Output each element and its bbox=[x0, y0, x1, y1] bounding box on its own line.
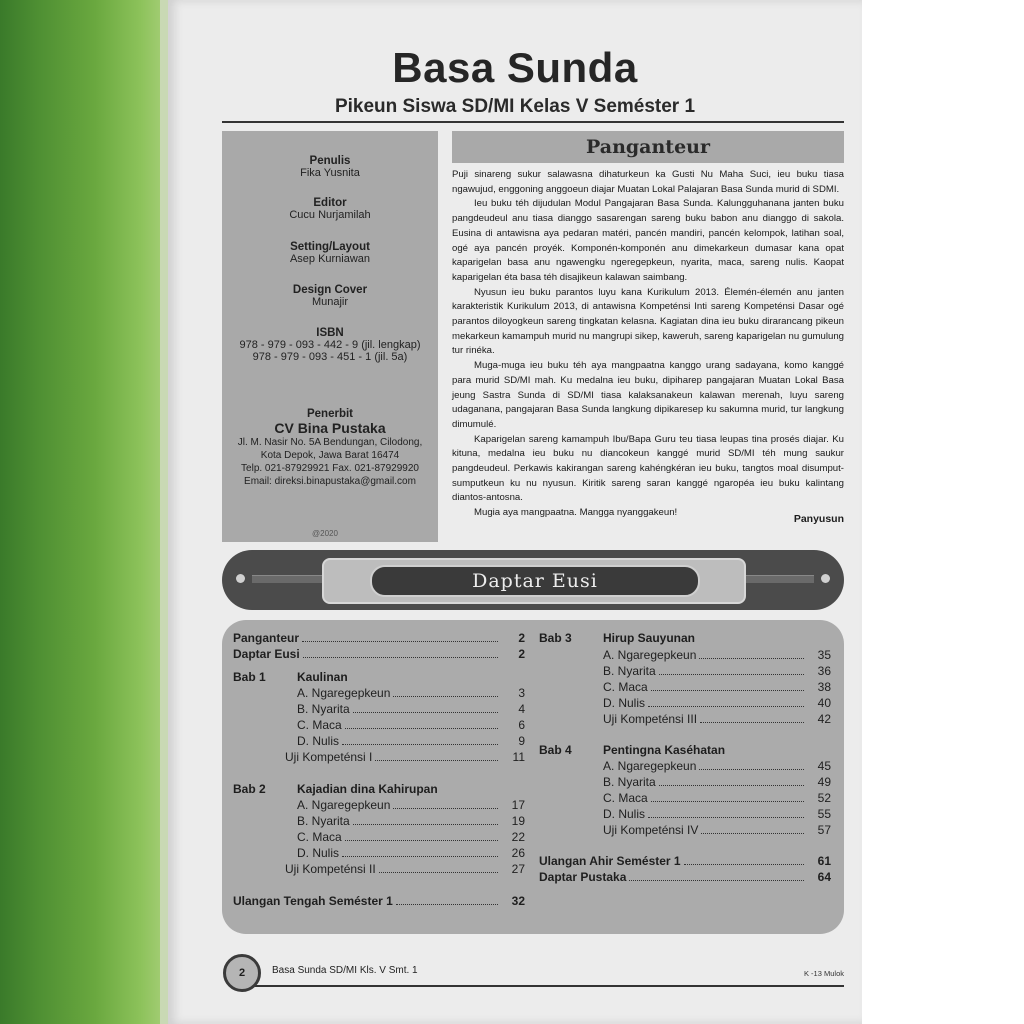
address-line-1: Jl. M. Nasir No. 5A Bendungan, Cilodong, bbox=[237, 437, 423, 448]
panganteur-body bbox=[452, 168, 844, 521]
toc-label: Daptar Eusi bbox=[233, 647, 300, 661]
toc-label: Ulangan Tengah Seméster 1 bbox=[233, 894, 393, 908]
toc-label: Uji Kompeténsi I bbox=[285, 750, 373, 764]
banner-dot-left bbox=[236, 574, 245, 583]
toc-label: Uji Kompeténsi IV bbox=[603, 823, 699, 837]
toc-label: Uji Kompeténsi II bbox=[285, 862, 376, 876]
paragraph-5: Kaparigelan sareng kamampuh Ibu/Bapa Guru teu tiasa leupas tina prosés diajar. Ku kituna, medalna ieu buku nu diancokeun kanggé murid SD/MI téh mung saukur pangdeudeul. Perkawis kakirangan sareng kahéngkéran ieu buku, tangtos moal disumput-sumputkeun ku nu nyusun. Kiritik sareng saran kanggé ngaropéa ieu buku kalintang diantos-antosna. bbox=[452, 433, 844, 504]
toc-page: 57 bbox=[817, 823, 831, 837]
toc-label: B. Nyarita bbox=[297, 814, 350, 828]
toc-entry[interactable] bbox=[297, 733, 525, 749]
toc-heading: Daptar Eusi bbox=[370, 565, 700, 597]
toc-entry[interactable] bbox=[233, 893, 525, 909]
bab-2-number: Bab 2 bbox=[233, 782, 266, 796]
email-line: Email: direksi.binapustaka@gmail.com bbox=[244, 476, 416, 487]
toc-label: B. Nyarita bbox=[297, 702, 350, 716]
background-right bbox=[862, 0, 1024, 1024]
page-number: 2 bbox=[223, 954, 261, 992]
toc-label: C. Maca bbox=[603, 791, 648, 805]
toc-label: C. Maca bbox=[297, 830, 342, 844]
footer-book-title: Basa Sunda SD/MI Kls. V Smt. 1 bbox=[272, 965, 418, 976]
toc-entry[interactable] bbox=[297, 797, 525, 813]
toc-entry[interactable] bbox=[603, 822, 831, 838]
penerbit-block bbox=[222, 408, 438, 488]
toc-entry[interactable] bbox=[297, 701, 525, 717]
toc-entry[interactable] bbox=[285, 861, 525, 877]
toc-entry[interactable] bbox=[297, 685, 525, 701]
penulis-value: Fika Yusnita bbox=[300, 167, 360, 179]
toc-page: 32 bbox=[511, 894, 525, 908]
toc-label: D. Nulis bbox=[603, 696, 646, 710]
credits-box bbox=[222, 131, 438, 542]
toc-entry[interactable] bbox=[233, 630, 525, 646]
toc-label: B. Nyarita bbox=[603, 664, 656, 678]
toc-page: 26 bbox=[511, 846, 525, 860]
bab-4-title: Pentingna Kaséhatan bbox=[603, 743, 726, 757]
toc-page: 36 bbox=[817, 664, 831, 678]
toc-page: 40 bbox=[817, 696, 831, 710]
toc-label: A. Ngaregepkeun bbox=[297, 798, 391, 812]
footer-rule bbox=[250, 985, 844, 987]
toc-page: 3 bbox=[518, 686, 525, 700]
paragraph-4: Muga-muga ieu buku téh aya mangpaatna kanggo urang sadayana, komo kanggé para murid SD/MI mah. Ku medalna ieu buku, dipiharep pangajaran Muatan Lokal Basa jeung Sastra Sunda di SD/MI tiasa kalaksanakeun kalawan merenah, luyu sareng udaganana, pangajaran Basa Sunda langkung dipikaresep ku sakumna murid, tur langkung dimumulé. bbox=[452, 360, 844, 430]
toc-label: C. Maca bbox=[297, 718, 342, 732]
toc-label: A. Ngaregepkeun bbox=[603, 648, 697, 662]
toc-entry[interactable] bbox=[297, 717, 525, 733]
bab-3-number: Bab 3 bbox=[539, 631, 572, 645]
cover-value: Munajir bbox=[311, 296, 349, 308]
banner-dot-right bbox=[821, 574, 830, 583]
phone-line: Telp. 021-87929921 Fax. 021-87929920 bbox=[241, 463, 419, 474]
toc-label: Uji Kompeténsi III bbox=[603, 712, 698, 726]
toc-entry[interactable] bbox=[297, 813, 525, 829]
paragraph-1: Puji sinareng sukur salawasna dihaturkeun ka Gusti Nu Maha Suci, ieu buku tiasa ngawujud, enggoning anggoeun diajar Muatan Lokal Palajaran Basa Sunda murid di SDMI. bbox=[452, 169, 844, 195]
bab-3-title: Hirup Sauyunan bbox=[603, 631, 696, 645]
book-subtitle: Pikeun Siswa SD/MI Kelas V Seméster 1 bbox=[334, 96, 696, 117]
toc-label: Ulangan Ahir Seméster 1 bbox=[539, 854, 681, 868]
address-line-2: Kota Depok, Jawa Barat 16474 bbox=[260, 450, 400, 461]
toc-page: 49 bbox=[817, 775, 831, 789]
toc-page: 45 bbox=[817, 759, 831, 773]
toc-entry[interactable] bbox=[603, 758, 831, 774]
toc-page: 2 bbox=[518, 647, 525, 661]
book-title: Basa Sunda bbox=[392, 44, 638, 91]
layout-value: Asep Kurniawan bbox=[289, 253, 371, 265]
penulis-label: Penulis bbox=[309, 155, 351, 167]
toc-page: 19 bbox=[511, 814, 525, 828]
isbn-2: 978 - 979 - 093 - 451 - 1 (jil. 5a) bbox=[252, 351, 408, 363]
toc-label: D. Nulis bbox=[297, 846, 340, 860]
isbn-1: 978 - 979 - 093 - 442 - 9 (jil. lengkap) bbox=[239, 339, 421, 351]
publisher-name: CV Bina Pustaka bbox=[274, 420, 386, 436]
toc-page: 55 bbox=[817, 807, 831, 821]
toc-entry[interactable] bbox=[285, 749, 525, 765]
toc-entry[interactable] bbox=[603, 806, 831, 822]
toc-label: Panganteur bbox=[233, 631, 300, 645]
toc-entry[interactable] bbox=[603, 695, 831, 711]
copyright: @2020 bbox=[312, 529, 338, 538]
toc-page: 27 bbox=[511, 862, 525, 876]
toc-entry[interactable] bbox=[603, 711, 831, 727]
toc-label: B. Nyarita bbox=[603, 775, 656, 789]
panganteur-heading: Panganteur bbox=[452, 131, 844, 163]
toc-label: D. Nulis bbox=[603, 807, 646, 821]
title-divider bbox=[222, 121, 844, 123]
cover-label: Design Cover bbox=[292, 284, 368, 296]
bab-1-number: Bab 1 bbox=[233, 670, 266, 684]
paragraph-3: Nyusun ieu buku parantos luyu kana Kurikulum 2013. Élemén-élemén anu janten karakteristik Kurikulum 2013, di antawisna Kompeténsi Inti sareng Kompeténsi Dasar ogé parantos diloyogkeun sareng tingkatan kelasna. Kagiatan dina ieu buku dirarancang pikeun mekarkeun kamampuh murid nu mangrupi sikep, kaweruh, sareng kaparigelan nu gumulung tur rinéka. bbox=[452, 286, 844, 357]
toc-entry[interactable] bbox=[297, 829, 525, 845]
toc-page: 6 bbox=[518, 718, 525, 732]
toc-entry[interactable] bbox=[603, 790, 831, 806]
layout-block bbox=[222, 241, 438, 265]
toc-page: 64 bbox=[817, 870, 831, 884]
layout-label: Setting/Layout bbox=[290, 241, 370, 253]
toc-entry[interactable] bbox=[603, 774, 831, 790]
toc-entry[interactable] bbox=[539, 869, 831, 885]
toc-page: 11 bbox=[512, 750, 525, 764]
penerbit-label: Penerbit bbox=[306, 408, 353, 420]
toc-page: 17 bbox=[511, 798, 525, 812]
bab-4-number: Bab 4 bbox=[539, 743, 572, 757]
toc-page: 61 bbox=[817, 854, 831, 868]
bab-1-title: Kaulinan bbox=[297, 670, 348, 684]
toc-box bbox=[222, 620, 844, 934]
toc-page: 2 bbox=[518, 631, 525, 645]
paragraph-6: Mugia aya mangpaatna. Mangga nyanggakeun! bbox=[474, 507, 678, 519]
toc-label: Daptar Pustaka bbox=[539, 870, 627, 884]
toc-page: 4 bbox=[518, 702, 525, 716]
toc-entry[interactable] bbox=[603, 663, 831, 679]
toc-page: 52 bbox=[817, 791, 831, 805]
toc-page: 38 bbox=[817, 680, 831, 694]
toc-page: 22 bbox=[511, 830, 525, 844]
toc-label: C. Maca bbox=[603, 680, 648, 694]
toc-entry[interactable] bbox=[603, 679, 831, 695]
cover-block bbox=[222, 284, 438, 308]
penulis-block bbox=[222, 155, 438, 179]
toc-label: A. Ngaregepkeun bbox=[297, 686, 391, 700]
footer-tag: K -13 Mulok bbox=[803, 969, 844, 978]
toc-banner bbox=[222, 550, 844, 610]
toc-page: 9 bbox=[518, 734, 525, 748]
toc-entry[interactable] bbox=[603, 647, 831, 663]
toc-label: D. Nulis bbox=[297, 734, 340, 748]
green-cover-spine bbox=[0, 0, 168, 1024]
editor-value: Cucu Nurjamilah bbox=[289, 209, 371, 221]
paragraph-2: Ieu buku téh dijudulan Modul Pangajaran Basa Sunda. Kalungguhanana janten buku pangdeudeul anu tiasa dianggo sasarengan sareng buku babon anu dianggo di sakola. Eusina di antawisna aya pedaran matéri, pancén mandiri, pancén kelompok, latihan soal, ogé aya pancén proyék. Komponén-komponén anu dimekarkeun dumasar kana opat kaparigelan basa anu ngawengku ngeregepkeun, nyarita, maca, sareng nulis. Kaopat kaparigelan éta basa téh disajikeun kalawan saimbang. bbox=[452, 198, 844, 283]
bab-2-title: Kajadian dina Kahirupan bbox=[297, 782, 438, 796]
signature: Panyusun bbox=[793, 513, 844, 525]
toc-entry[interactable] bbox=[539, 853, 831, 869]
toc-page: 35 bbox=[817, 648, 831, 662]
editor-label: Editor bbox=[313, 197, 347, 209]
isbn-block bbox=[222, 327, 438, 363]
toc-page: 42 bbox=[817, 712, 831, 726]
toc-label: A. Ngaregepkeun bbox=[603, 759, 697, 773]
isbn-label: ISBN bbox=[316, 327, 344, 339]
editor-block bbox=[222, 197, 438, 221]
toc-entry[interactable] bbox=[297, 845, 525, 861]
toc-entry[interactable] bbox=[233, 646, 525, 662]
